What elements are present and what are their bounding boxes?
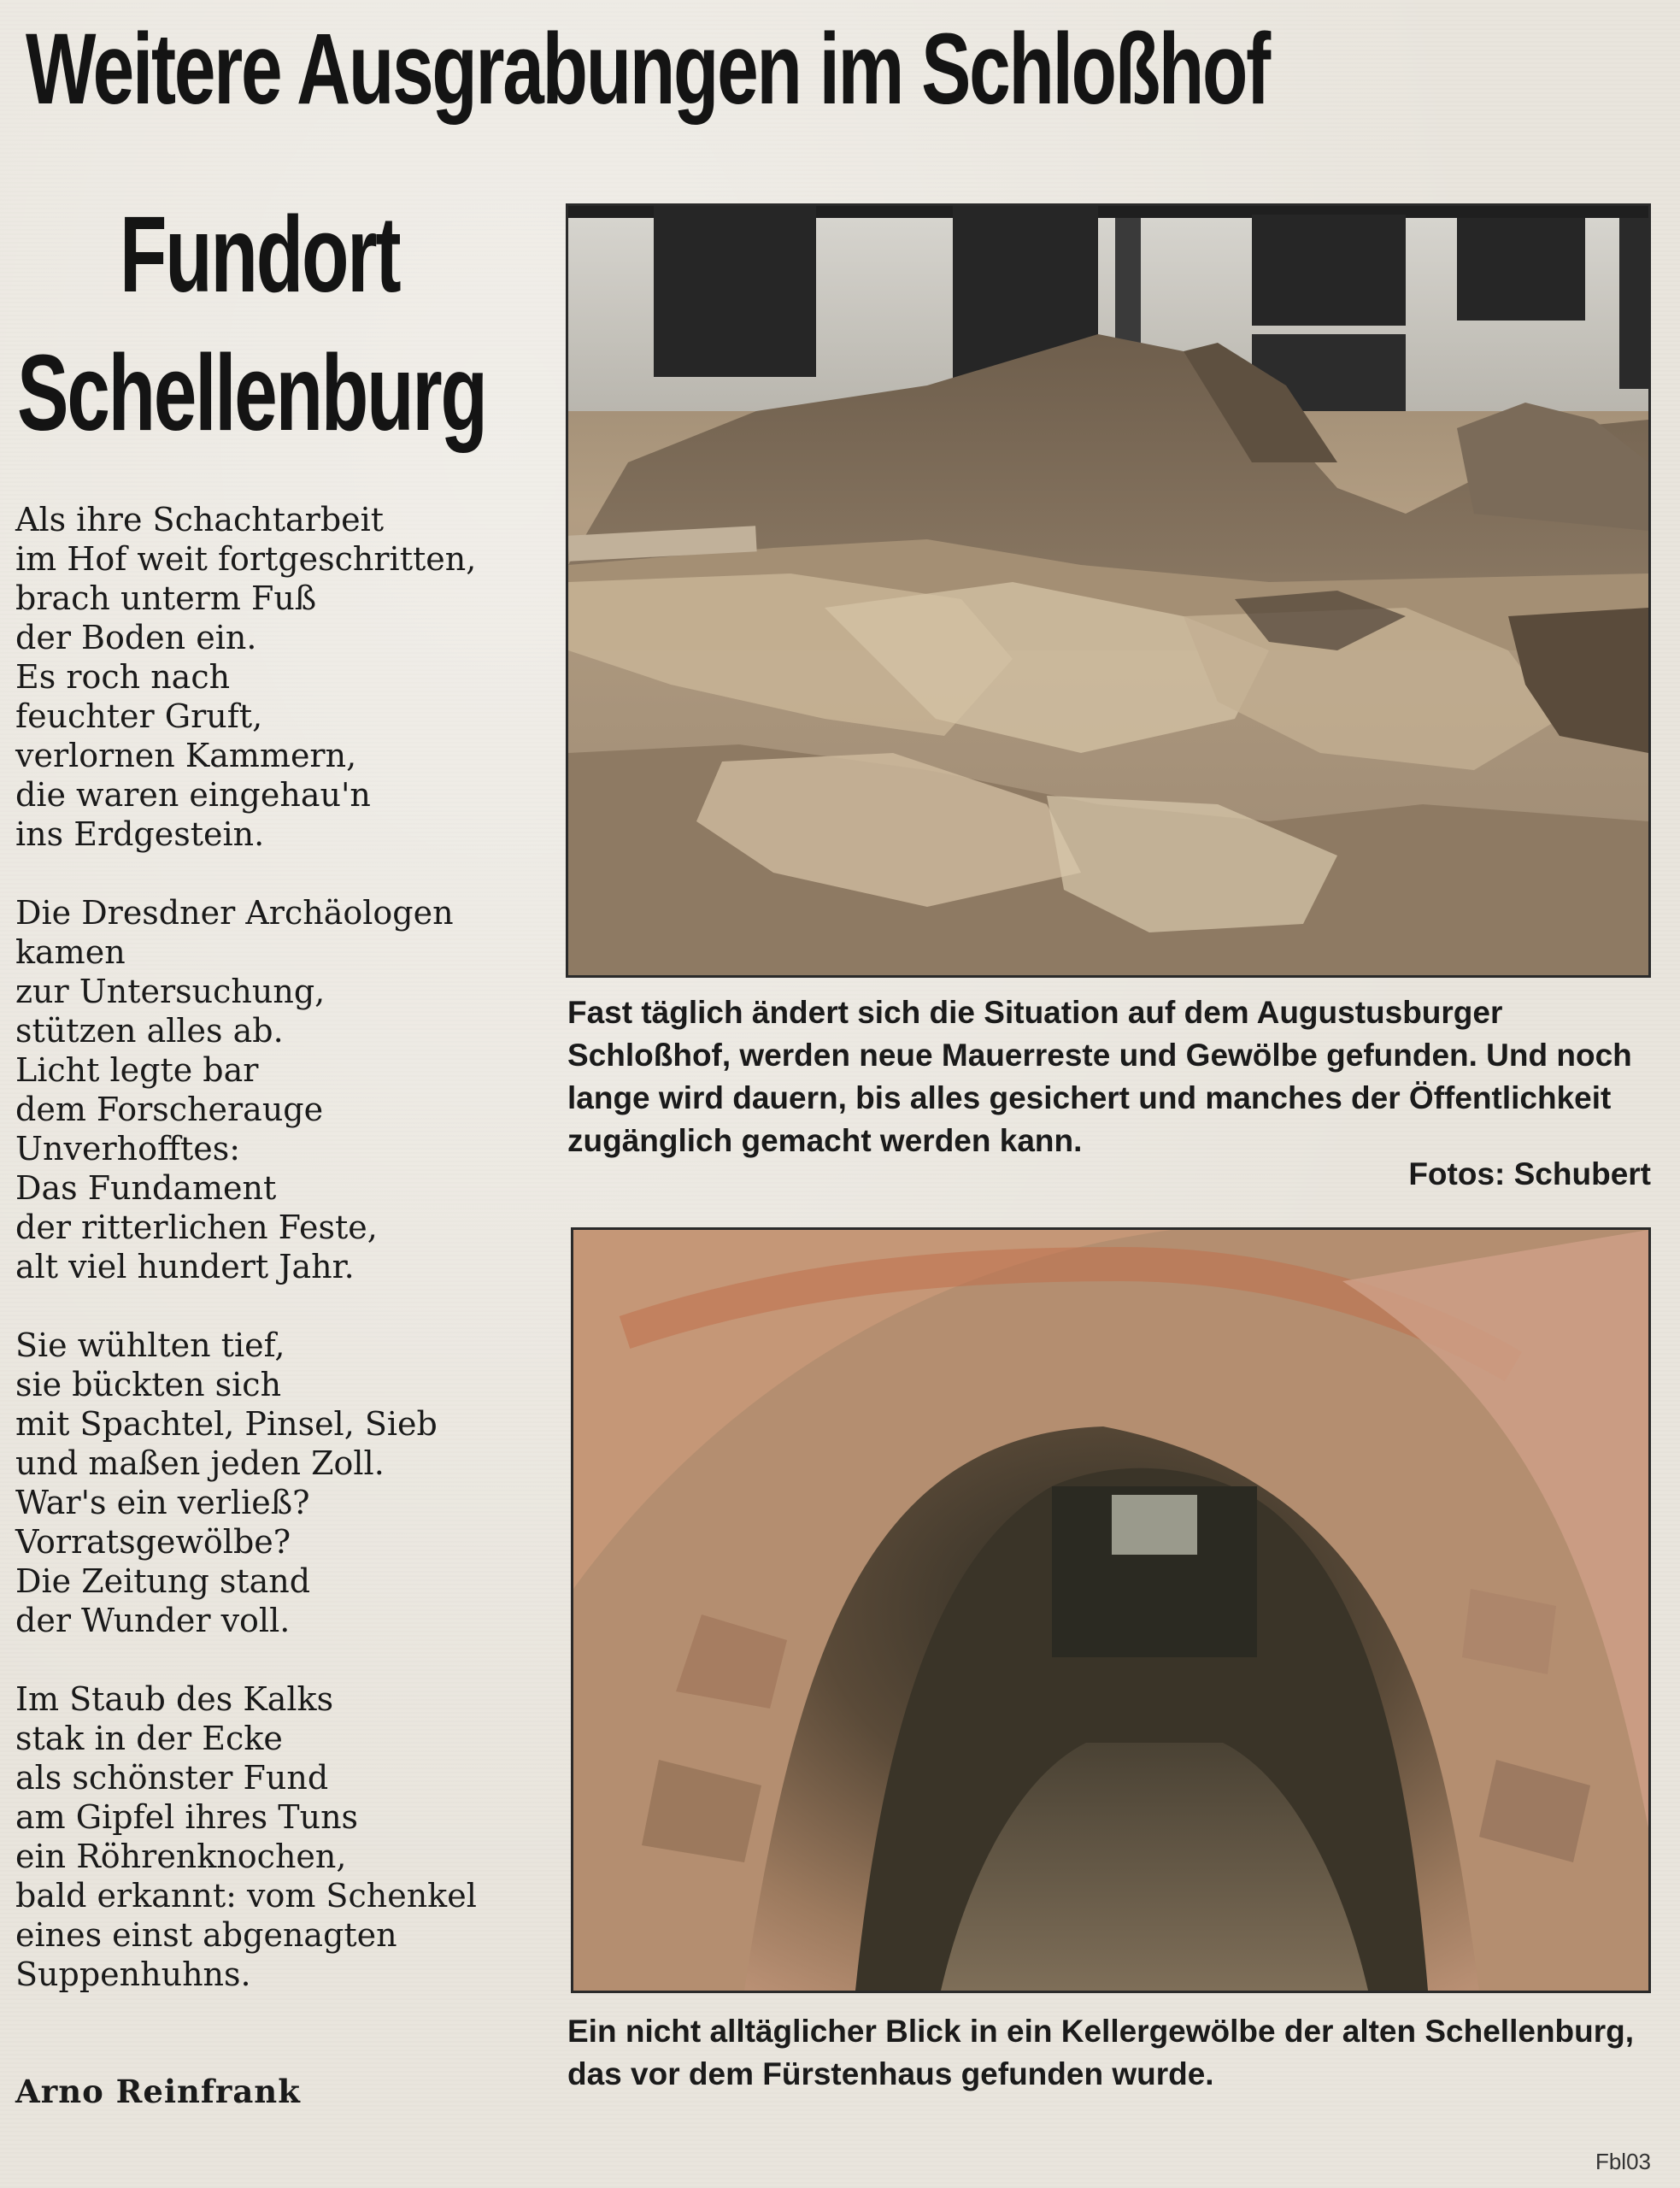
poem-line: ein Röhrenknochen, [15, 1838, 347, 1875]
headline: Weitere Ausgrabungen im Schloßhof [26, 13, 1269, 126]
cellar-vault-photo-caption: Ein nicht alltäglicher Blick in ein Kellergewölbe der alten Schellenburg, das vor dem Fürstenhaus gefunden wurde. [567, 2014, 1635, 2091]
poem-line: Licht legte bar [15, 1051, 259, 1089]
poem-line: am Gipfel ihres Tuns [15, 1798, 359, 1836]
cellar-vault-photo [571, 1227, 1651, 1993]
author-byline: Arno Reinfrank [15, 2073, 301, 2110]
poem-line: feuchter Gruft, [15, 697, 263, 735]
poem-line: Vorratsgewölbe? [15, 1523, 291, 1561]
poem-line: alt viel hundert Jahr. [15, 1248, 355, 1285]
poem-stanza-1 [15, 500, 562, 854]
poem-stanza-2 [15, 893, 562, 1286]
poem-line: sie bückten sich [15, 1366, 282, 1403]
poem-line: Die Zeitung stand [15, 1562, 311, 1600]
poem-stanza-3 [15, 1326, 562, 1640]
poem-line: als schönster Fund [15, 1759, 329, 1797]
poem-line: War's ein verließ? [15, 1484, 310, 1521]
poem-line: der Wunder voll. [15, 1602, 291, 1639]
poem-line: Die Dresdner Archäologen [15, 894, 454, 932]
poem-line: Es roch nach [15, 658, 231, 696]
poem-line: eines einst abgenagten [15, 1916, 397, 1954]
poem-line: bald erkannt: vom Schenkel [15, 1877, 477, 1914]
poem-line: brach unterm Fuß [15, 579, 317, 617]
poem-line: Sie wühlten tief, [15, 1326, 285, 1364]
poem [15, 500, 562, 2033]
poem-line: kamen [15, 933, 126, 971]
subhead-line-1: Fundort [120, 194, 400, 315]
page-id: Fbl03 [1595, 2149, 1651, 2174]
poem-line: Als ihre Schachtarbeit [15, 501, 385, 538]
poem-line: verlornen Kammern, [15, 737, 357, 774]
poem-line: Suppenhuhns. [15, 1956, 251, 1993]
poem-line: die waren eingehau'n [15, 776, 371, 814]
poem-line: der Boden ein. [15, 619, 257, 656]
poem-line: und maßen jeden Zoll. [15, 1444, 385, 1482]
poem-line: dem Forscherauge [15, 1091, 324, 1128]
poem-line: der ritterlichen Feste, [15, 1209, 378, 1246]
poem-line: zur Untersuchung, [15, 973, 326, 1010]
poem-line: Das Fundament [15, 1169, 277, 1207]
photo-credit: Fotos: Schubert [1408, 1156, 1651, 1191]
excavation-photo-image [568, 206, 1648, 975]
subhead-line-2: Schellenburg [17, 332, 486, 453]
poem-line: stützen alles ab. [15, 1012, 284, 1050]
poem-stanza-4 [15, 1679, 562, 1994]
poem-line: stak in der Ecke [15, 1720, 283, 1757]
poem-line: mit Spachtel, Pinsel, Sieb [15, 1405, 438, 1443]
poem-line: im Hof weit fortgeschritten, [15, 540, 477, 578]
excavation-photo-caption: Fast täglich ändert sich die Situation auf dem Augustusburger Schloßhof, werden neue Mauerreste und Gewölbe gefunden. Und noch lange wird dauern, bis alles gesichert und manches der Öffentlichkeit zugänglich gemacht werden kann. [567, 995, 1632, 1158]
poem-line: Unverhofftes: [15, 1130, 241, 1168]
poem-line: ins Erdgestein. [15, 815, 265, 853]
poem-line: Im Staub des Kalks [15, 1680, 334, 1718]
excavation-photo [566, 203, 1651, 978]
cellar-vault-photo-image [573, 1230, 1648, 1991]
